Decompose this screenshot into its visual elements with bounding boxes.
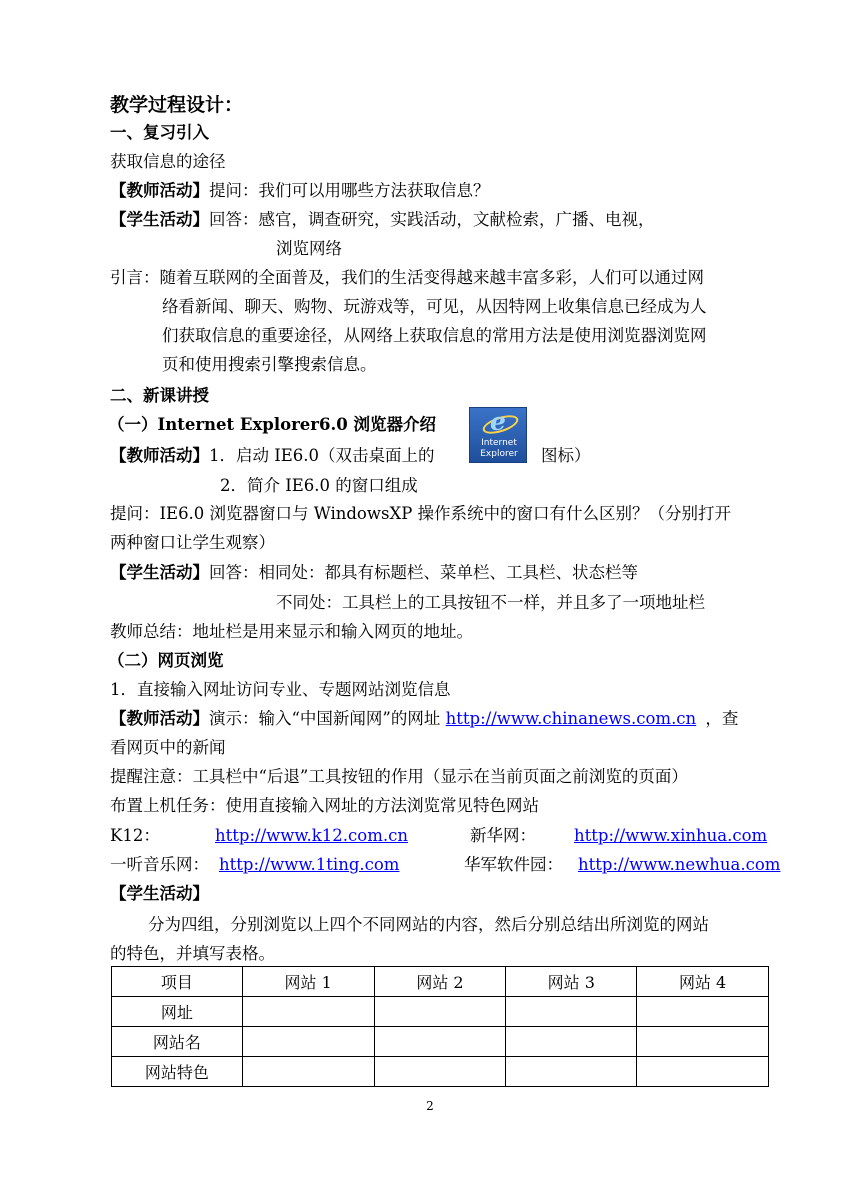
ie-intro-title: （一）Internet Explorer6.0 浏览器介绍: [108, 415, 436, 434]
section-2-title: 二、新课讲授: [110, 386, 209, 405]
reminder-line: 提醒注意：工具栏中“后退”工具按钮的作用（显示在当前页面之前浏览的页面）: [110, 767, 688, 786]
demo-line-1: [110, 706, 738, 732]
demo-text-suffix: ，查: [700, 709, 739, 728]
table-cell: [374, 1027, 506, 1057]
table-cell: [506, 997, 637, 1027]
student-activity-text: 回答：感官，调查研究，实践活动，文献检索，广播、电视，: [209, 210, 655, 229]
teacher-activity-text: 提问：我们可以用哪些方法获取信息？: [209, 181, 490, 200]
student-activity-continuation: 浏览网络: [276, 239, 342, 258]
table-cell: [506, 1057, 637, 1087]
table-cell: [374, 997, 506, 1027]
table-cell: [637, 1057, 769, 1087]
site-label-k12: K12：: [110, 826, 160, 845]
table-cell: [374, 1057, 506, 1087]
teacher-step1-suffix: 图标）: [541, 446, 591, 465]
page-number: 2: [426, 1099, 434, 1113]
chinanews-link[interactable]: http://www.chinanews.com.cn: [445, 709, 697, 728]
page-heading: 教学过程设计：: [110, 94, 244, 116]
section-1-title: 一、复习引入: [110, 123, 209, 142]
table-row-label: 网站特色: [112, 1057, 243, 1087]
table-header-cell: 项目: [112, 967, 243, 997]
intro-line-3: 们获取信息的重要途径，从网络上获取信息的常用方法是使用浏览器浏览网: [162, 326, 707, 345]
student-activity-tag: 【学生活动】: [110, 210, 209, 229]
question-line-1: 提问：IE6.0 浏览器窗口与 WindowsXP 操作系统中的窗口有什么区别？（分别打开: [110, 504, 732, 523]
table-header-cell: 网站 4: [637, 967, 769, 997]
student-answer-text-1: 回答：相同处：都具有标题栏、菜单栏、工具栏、状态栏等: [209, 563, 638, 582]
site-link-1ting[interactable]: http://www.1ting.com: [219, 855, 400, 874]
site-label-xinhua: 新华网：: [470, 826, 536, 845]
intro-line-2: 络看新闻、聊天、购物、玩游戏等，可见，从因特网上收集信息已经成为人: [162, 297, 707, 316]
intro-line-4: 页和使用搜索引擎搜索信息。: [162, 355, 377, 374]
table-row: [112, 1057, 769, 1087]
demo-line-2: 看网页中的新闻: [110, 738, 226, 757]
site-link-newhua[interactable]: http://www.newhua.com: [578, 855, 781, 874]
table-header-row: [112, 967, 769, 997]
demo-text: 演示：输入“中国新闻网”的网址: [209, 709, 446, 728]
ie-icon-label-line2: Explorer: [480, 449, 518, 459]
table-header-cell: 网站 1: [242, 967, 374, 997]
internet-explorer-icon: [469, 407, 527, 463]
site-link-xinhua[interactable]: http://www.xinhua.com: [574, 826, 768, 845]
table-row: [112, 1027, 769, 1057]
table-row-label: 网址: [112, 997, 243, 1027]
teacher-step1-line: [110, 443, 435, 469]
student-activity-line: [110, 207, 655, 233]
item-1: 1．直接输入网址访问专业、专题网站浏览信息: [110, 680, 451, 699]
student-activity-tag-3: 【学生活动】: [110, 884, 209, 903]
table-row-label: 网站名: [112, 1027, 243, 1057]
website-table: [111, 966, 769, 1087]
table-cell: [242, 997, 374, 1027]
table-header-cell: 网站 3: [506, 967, 637, 997]
teacher-step1-text: 1．启动 IE6.0（双击桌面上的: [209, 446, 435, 465]
student-answer-line-2: 不同处：工具栏上的工具按钮不一样，并且多了一项地址栏: [276, 593, 705, 612]
section-1-subtitle: 获取信息的途径: [110, 152, 226, 171]
table-header-cell: 网站 2: [374, 967, 506, 997]
group-task-line-1: 分为四组，分别浏览以上四个不同网站的内容，然后分别总结出所浏览的网站: [148, 915, 709, 934]
ie-e-glyph: e: [490, 407, 506, 436]
teacher-activity-tag: 【教师活动】: [110, 181, 209, 200]
teacher-summary: 教师总结：地址栏是用来显示和输入网页的地址。: [110, 622, 473, 641]
teacher-activity-tag-2: 【教师活动】: [110, 446, 209, 465]
table-row: [112, 997, 769, 1027]
site-label-newhua: 华军软件园：: [464, 855, 563, 874]
site-label-1ting: 一听音乐网：: [110, 855, 209, 874]
teacher-activity-tag-3: 【教师活动】: [110, 709, 209, 728]
task-line: 布置上机任务：使用直接输入网址的方法浏览常见特色网站: [110, 796, 539, 815]
student-activity-tag-2: 【学生活动】: [110, 563, 209, 582]
group-task-line-2: 的特色，并填写表格。: [110, 944, 275, 963]
table-cell: [637, 1027, 769, 1057]
student-answer-line-1: [110, 560, 638, 586]
table-cell: [242, 1057, 374, 1087]
teacher-step2: 2．简介 IE6.0 的窗口组成: [220, 476, 418, 495]
table-cell: [637, 997, 769, 1027]
table-cell: [242, 1027, 374, 1057]
teacher-activity-line: [110, 178, 490, 204]
ie-icon-label-line1: Internet: [481, 438, 517, 448]
table-cell: [506, 1027, 637, 1057]
intro-line-1: 引言：随着互联网的全面普及，我们的生活变得越来越丰富多彩，人们可以通过网: [110, 268, 704, 287]
web-browsing-title: （二）网页浏览: [108, 651, 224, 670]
question-line-2: 两种窗口让学生观察）: [110, 533, 275, 552]
site-link-k12[interactable]: http://www.k12.com.cn: [215, 826, 408, 845]
